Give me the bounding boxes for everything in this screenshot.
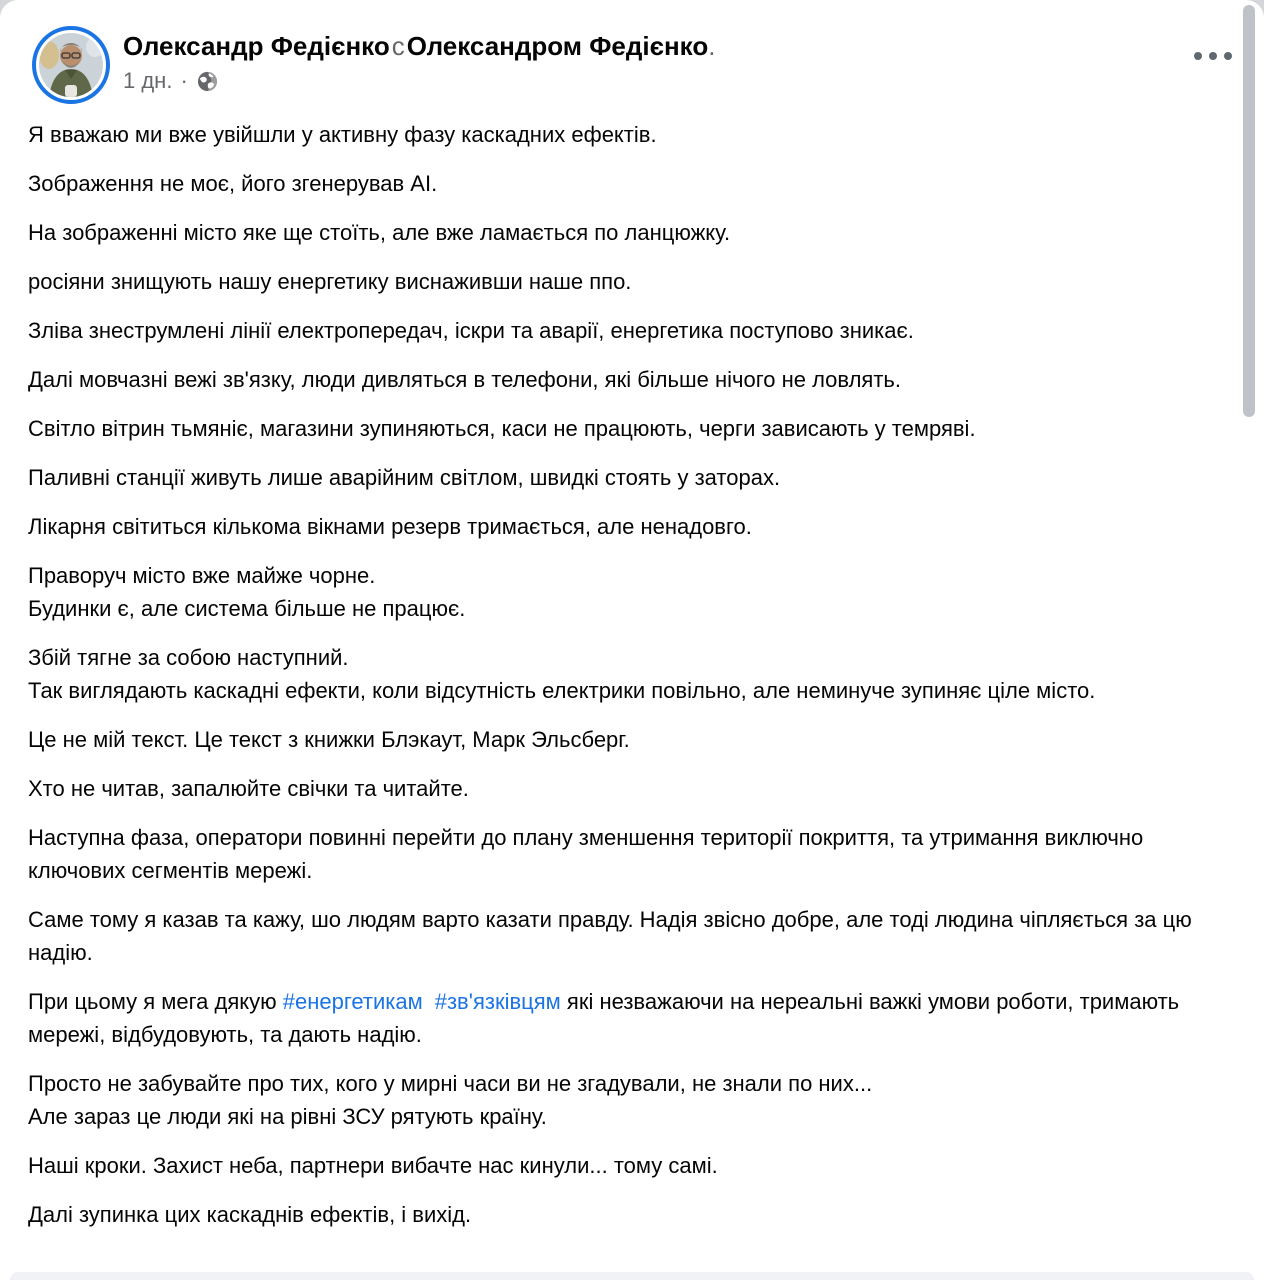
paragraph-line: На зображенні місто яке ще стоїть, але вже ламається по ланцюжку. xyxy=(28,220,731,245)
post-paragraph xyxy=(28,723,1230,756)
post-header xyxy=(0,0,1264,110)
hashtag-signal-link[interactable]: #зв'язківцям xyxy=(434,989,561,1014)
paragraph-line: Але зараз це люди які на рівні ЗСУ рятують країну. xyxy=(28,1104,547,1129)
post-meta xyxy=(123,66,715,96)
paragraph-line: Паливні станції живуть лише аварійним світлом, швидкі стоять у заторах. xyxy=(28,465,781,490)
post-paragraph xyxy=(28,903,1230,969)
post-paragraph xyxy=(28,1198,1230,1231)
meta-separator: · xyxy=(180,68,188,93)
dot-icon xyxy=(1194,52,1202,60)
paragraph-line: Далі мовчазні вежі зв'язку, люди дивляться в телефони, які більше нічого не ловлять. xyxy=(28,367,901,392)
tagged-author-link[interactable]: Олександром Федієнко xyxy=(406,31,709,61)
paragraph-line: Хто не читав, запалюйте свічки та читайте. xyxy=(28,776,469,801)
post-paragraph xyxy=(28,167,1230,200)
paragraph-line: Це не мій текст. Це текст з книжки Блэкаут, Марк Эльсберг. xyxy=(28,727,630,752)
paragraph-line: які незважаючи на нереальні важкі умови роботи, тримають мережі, відбудовують, та дають надію. xyxy=(28,989,1180,1047)
paragraph-line: При цьому я мега дякую xyxy=(28,989,283,1014)
paragraph-line: Зліва знеструмлені лінії електропередач, іскри та аварії, енергетика поступово зникає. xyxy=(28,318,914,343)
paragraph-line: Будинки є, але система більше не працює. xyxy=(28,596,466,621)
paragraph-line: Просто не забувайте про тих, кого у мирні часи ви не згадували, не знали по них... xyxy=(28,1071,873,1096)
next-card-top-edge xyxy=(10,1272,1254,1280)
post-paragraph xyxy=(28,1149,1230,1182)
post-paragraph xyxy=(28,265,1230,298)
dot-icon xyxy=(1224,52,1232,60)
paragraph-line: Так виглядають каскадні ефекти, коли відсутність електрики повільно, але неминуче зупиняє ціле місто. xyxy=(28,678,1096,703)
paragraph-line: росіяни знищують нашу енергетику виснаживши наше ппо. xyxy=(28,269,632,294)
paragraph-line: Наші кроки. Захист неба, партнери вибачте нас кинули... тому самі. xyxy=(28,1153,718,1178)
author-line xyxy=(123,29,715,64)
post-paragraph-hashtags xyxy=(28,985,1230,1051)
paragraph-line: Зображення не моє, його згенерував AI. xyxy=(28,171,438,196)
post-text xyxy=(0,110,1264,1231)
paragraph-line: Саме тому я казав та кажу, шо людям варто казати правду. Надія звісно добре, але тоді людина чіпляється за цю надію. xyxy=(28,907,1192,965)
paragraph-line: Праворуч місто вже майже чорне. xyxy=(28,563,376,588)
paragraph-line: Наступна фаза, оператори повинні перейти до плану зменшення території покриття, та утримання виключно ключових сегментів мережі. xyxy=(28,825,1144,883)
paragraph-line: Я вважаю ми вже увійшли у активну фазу каскадних ефектів. xyxy=(28,122,657,147)
with-connector: с xyxy=(391,31,405,61)
dot-icon xyxy=(1209,52,1217,60)
post-paragraph xyxy=(28,510,1230,543)
post-paragraph xyxy=(28,412,1230,445)
header-text xyxy=(123,26,715,96)
avatar[interactable] xyxy=(32,26,110,104)
post-paragraph xyxy=(28,314,1230,347)
paragraph-line: Далі зупинка цих каскаднів ефектів, і вихід. xyxy=(28,1202,472,1227)
scrollbar-thumb[interactable] xyxy=(1243,5,1255,417)
timestamp[interactable]: 1 дн. xyxy=(123,68,173,93)
name-suffix: . xyxy=(708,31,716,61)
paragraph-line: Збій тягне за собою наступний. xyxy=(28,645,349,670)
post-paragraph xyxy=(28,772,1230,805)
post-paragraph xyxy=(28,461,1230,494)
globe-public-icon xyxy=(196,70,219,93)
post-menu-button[interactable] xyxy=(1190,46,1236,66)
paragraph-line: Світло вітрин тьмяніє, магазини зупиняються, каси не працюють, черги зависають у темряві. xyxy=(28,416,976,441)
post-paragraph xyxy=(28,363,1230,396)
post-paragraph xyxy=(28,821,1230,887)
post-paragraph xyxy=(28,118,1230,151)
paragraph-line: Лікарня світиться кількома вікнами резерв тримається, але ненадовго. xyxy=(28,514,752,539)
post-paragraph xyxy=(28,216,1230,249)
avatar-photo-icon xyxy=(39,33,103,97)
hashtag-energy-link[interactable]: #енергетикам xyxy=(282,989,423,1014)
author-link[interactable]: Олександр Федієнко xyxy=(123,31,390,61)
